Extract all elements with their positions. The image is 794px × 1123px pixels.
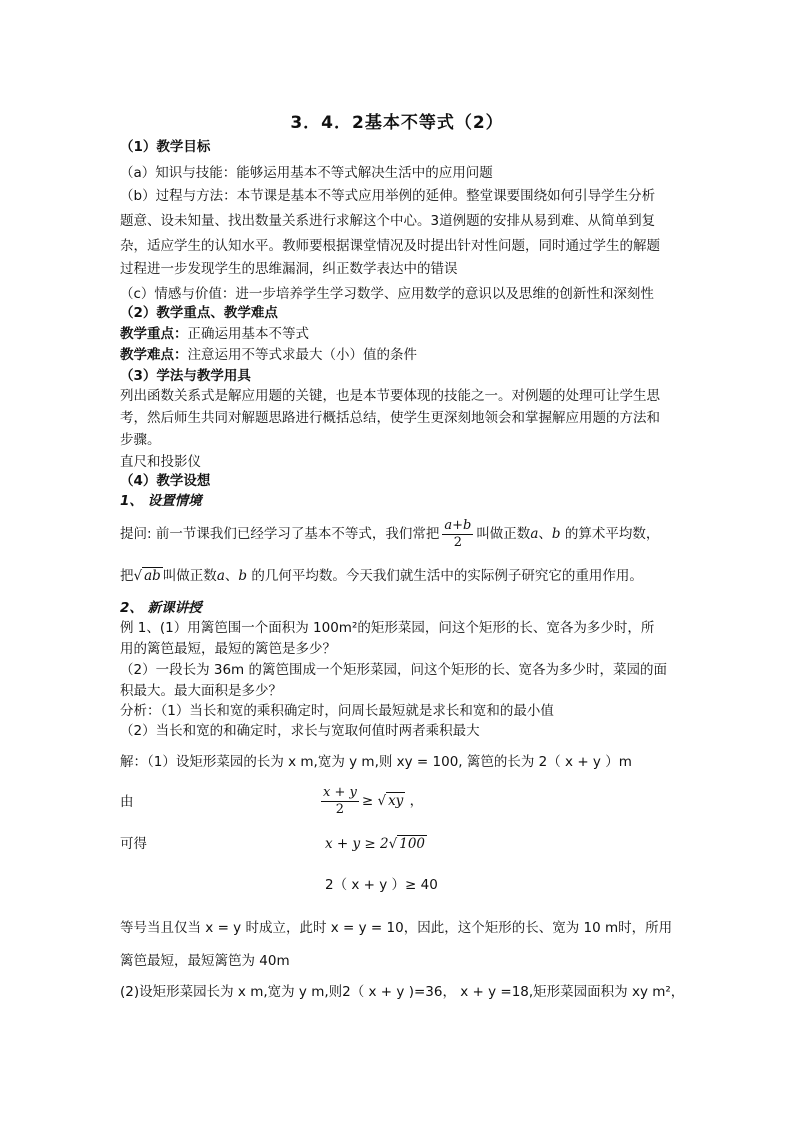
example-1-part-1-line-1: 例 1、(1）用篱笆围一个面积为 100m²的矩形菜园，问这个矩形的长、宽各为多少时，所 [120,620,655,636]
example-1-part-2-line-2: 积最大。最大面积是多少？ [120,683,282,699]
geometric-text-end: 的几何平均数。今天我们就生活中的实际例子研究它的重用作用。 [247,568,643,584]
objective-process-line-4: 过程进一步发现学生的思维漏洞，纠正数学表达中的错误 [120,261,458,277]
page-title: 3．4．2基本不等式（2） [290,113,504,133]
objective-emotion: （c）情感与价值：进一步培养学生学习数学、应用数学的意识以及思维的创新性和深刻性 [120,286,654,302]
analysis-line-2: （2）当长和宽的和确定时，求长与宽取何值时两者乘积最大 [120,723,480,739]
difficulty-line [120,345,417,365]
fraction-a-plus-b-over-2 [442,518,473,551]
var-a: a [216,568,225,584]
sqrt-radicand: xy [388,793,404,809]
methods-line-1: 列出函数关系式是解应用题的关键，也是本节要体现的技能之一。对例题的处理可让学生思 [120,388,660,404]
var-b: b [238,568,248,584]
geometric-text-start: 把 [120,568,134,584]
example-1-part-1-line-2: 用的篱笆最短，最短的篱笆是多少？ [120,641,336,657]
result-inequality-2: 2（ x + y ）≥ 40 [325,877,438,893]
objective-process-line-3: 杂，适应学生的认知水平。教师要根据课堂情况及时提出针对性问题，同时通过学生的解题 [120,238,660,254]
objective-knowledge: （a）知识与技能：能够运用基本不等式解决生活中的应用问题 [120,165,493,181]
var-b: b [551,526,561,542]
separator: 、 [224,568,239,584]
fraction-numerator: x + y [323,784,357,800]
methods-line-2: 考，然后师生共同对解题思路进行概括总结，使学生更深刻地领会和掌握解应用题的方法和 [120,410,660,426]
fraction-x-plus-y-over-2 [321,785,359,818]
label-you: 由 [120,794,134,810]
geometric-text-mid: 叫做正数 [162,568,217,584]
question-text-end: 的算术平均数， [560,526,660,542]
separator: 、 [538,526,552,542]
inequality-tail: ， [405,793,424,809]
inequality-am-gm [318,782,423,820]
objective-process-line-1: （b）过程与方法：本节课是基本不等式应用举例的延伸。整堂课要围绕如何引导学生分析 [120,188,656,204]
relation-geq: ≥ [361,793,374,809]
label-kede: 可得 [120,836,147,852]
analysis-line-1: 分析：（1）当长和宽的乘积确定时，问周长最短就是求长和宽和的最小值 [120,703,554,719]
key-point-text: 正确运用基本不等式 [187,326,309,342]
section-heading-key-points: （2）教学重点、教学难点 [120,305,278,321]
objective-process-line-2: 题意、设未知量、找出数量关系进行求解这个中心。3道例题的安排从易到难、从简单到复 [120,213,656,229]
result-1-left: x + y ≥ 2 [325,836,389,852]
sqrt-ab: √ ab [133,568,161,584]
fraction-numerator: a+b [444,517,472,533]
example-1-part-2-line-1: （2）一段长为 36m 的篱笆围成一个矩形菜园，问这个矩形的长、宽各为多少时，菜园的面 [120,662,667,678]
sqrt-xy: √ xy [377,793,404,809]
section-heading-objectives: （1）教学目标 [120,139,211,155]
question-text-start: 提问: 前一节课我们已经学习了基本不等式，我们常把 [120,526,440,542]
difficulty-label: 教学难点： [120,347,188,363]
key-point-line [120,324,309,344]
difficulty-text: 注意运用不等式求最大（小）值的条件 [187,347,417,363]
solution-2-setup: (2)设矩形菜园长为 x m,宽为 y m,则2（ x + y )=36， x + y =18,矩形菜园面积为 xy m²， [120,984,685,1000]
subheading-new-lesson: 2、 新课讲授 [120,600,202,616]
question-arithmetic-mean [120,517,659,551]
sqrt-100: √ 100 [388,836,426,852]
methods-line-3: 步骤。 [120,432,161,448]
geometric-mean-line [120,566,643,586]
section-heading-methods: （3）学法与教学用具 [120,368,251,384]
teaching-tools: 直尺和投影仪 [120,454,201,470]
equality-condition-line-2: 篱笆最短，最短篱笆为 40m [120,953,290,969]
sqrt-radicand: ab [144,568,161,584]
key-point-label: 教学重点： [120,326,188,342]
sqrt-radicand: 100 [399,836,426,852]
section-heading-design: （4）教学设想 [120,473,211,489]
var-a: a [530,526,539,542]
fraction-denominator: 2 [453,534,462,550]
equality-condition-line-1: 等号当且仅当 x = y 时成立，此时 x = y = 10，因此，这个矩形的长、宽为 10 m时，所用 [120,920,673,936]
subheading-scenario: 1、 设置情境 [120,493,202,509]
question-text-mid: 叫做正数 [476,526,531,542]
result-inequality-1 [325,834,427,854]
fraction-denominator: 2 [335,801,345,817]
solution-1-setup: 解：（1）设矩形菜园的长为 x m,宽为 y m,则 xy = 100, 篱笆的长为 2（ x + y ）m [120,754,632,770]
